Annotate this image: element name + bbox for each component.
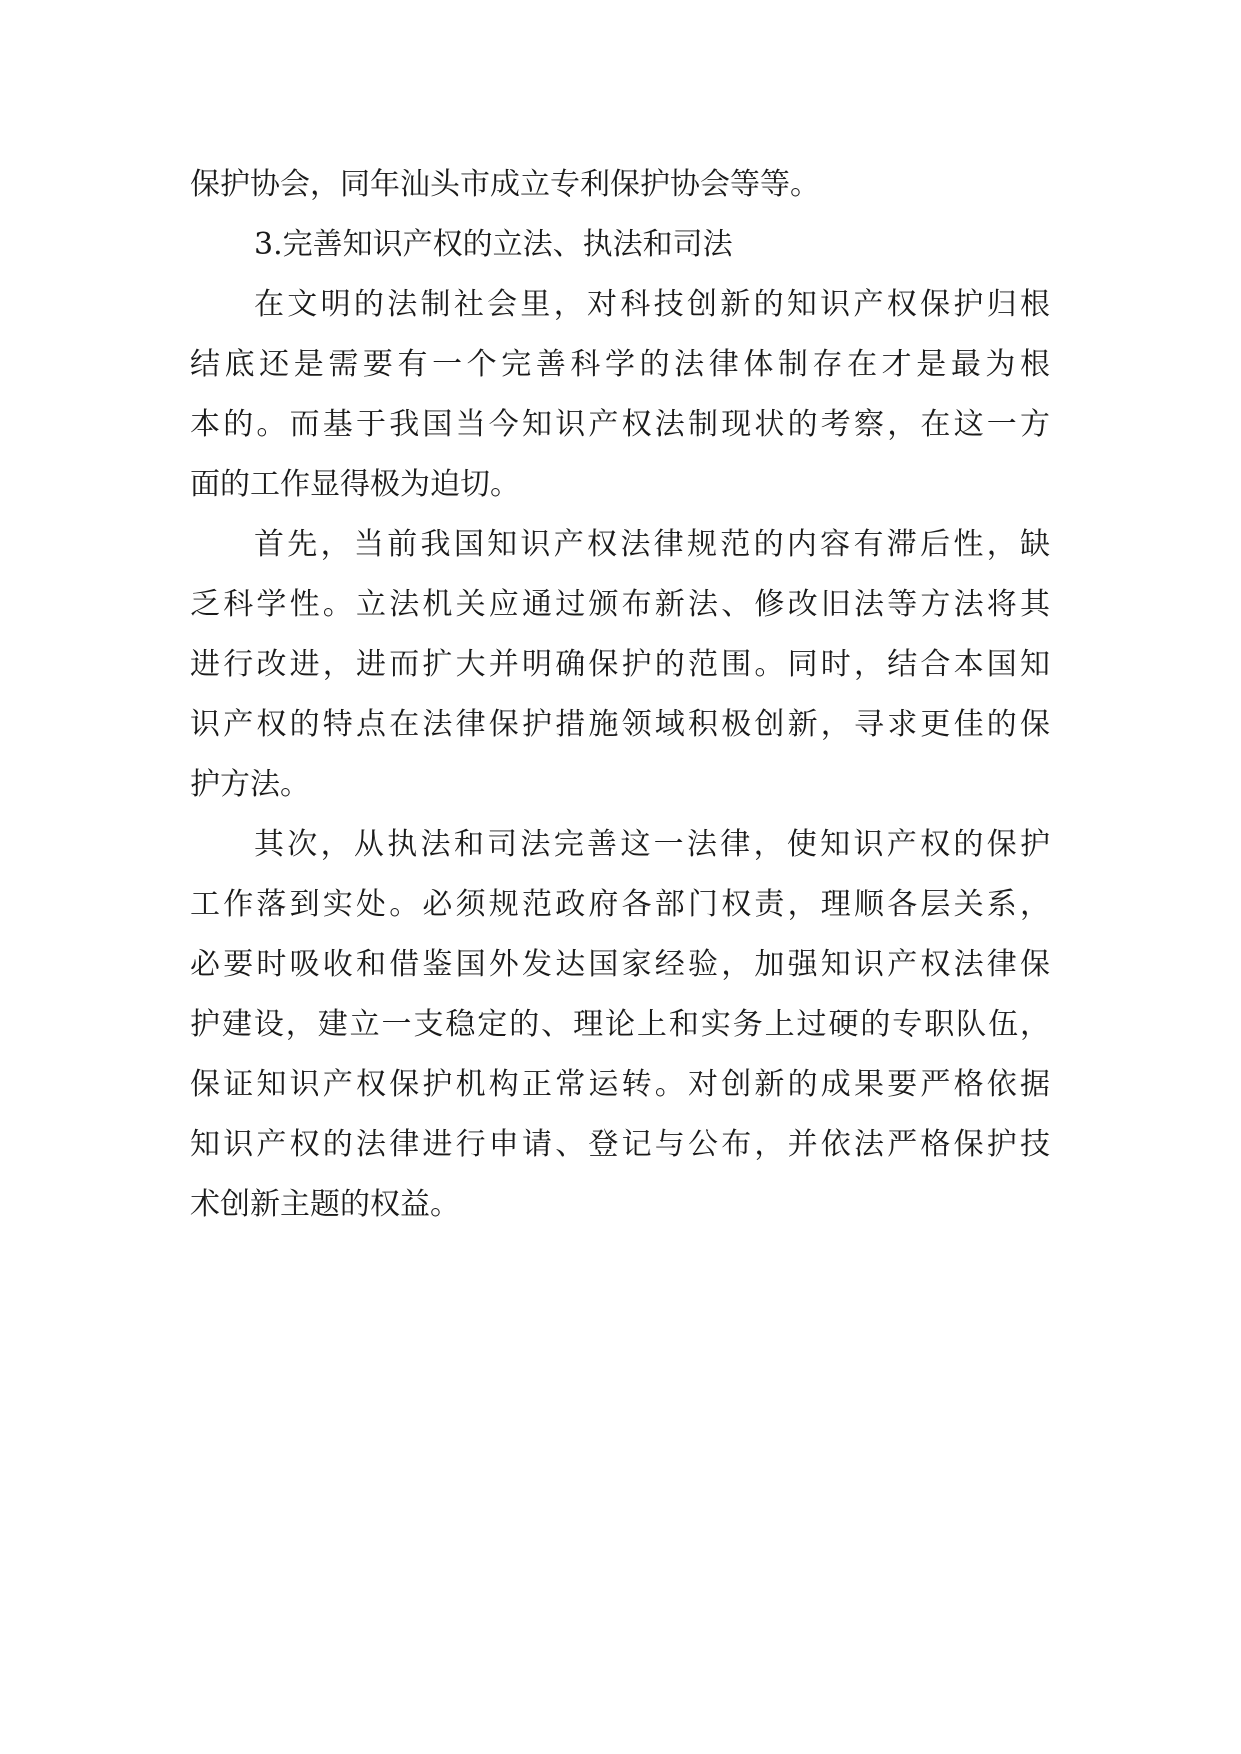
- text-line: 首先，当前我国知识产权法律规范的内容有滞后性，缺: [254, 527, 1050, 562]
- text-line: 保护协会，同年汕头市成立专利保护协会等等。: [190, 167, 820, 202]
- text-line: 面的工作显得极为迫切。: [190, 467, 520, 502]
- text-line: 护方法。: [190, 767, 310, 802]
- text-line: 乏科学性。立法机关应通过颁布新法、修改旧法等方法将其: [190, 587, 1050, 622]
- text-line: 在文明的法制社会里，对科技创新的知识产权保护归根: [254, 287, 1050, 322]
- section-heading: 3.完善知识产权的立法、执法和司法: [254, 227, 733, 262]
- text-line: 结底还是需要有一个完善科学的法律体制存在才是最为根: [190, 347, 1050, 382]
- text-line: 知识产权的法律进行申请、登记与公布，并依法严格保护技: [190, 1127, 1050, 1162]
- text-line: 术创新主题的权益。: [190, 1187, 460, 1222]
- text-line: 必要时吸收和借鉴国外发达国家经验，加强知识产权法律保: [190, 947, 1050, 982]
- text-line: 保证知识产权保护机构正常运转。对创新的成果要严格依据: [190, 1067, 1050, 1102]
- text-line: 工作落到实处。必须规范政府各部门权责，理顺各层关系，: [190, 887, 1050, 922]
- text-line: 护建设，建立一支稳定的、理论上和实务上过硬的专职队伍，: [190, 1007, 1050, 1042]
- text-line: 其次，从执法和司法完善这一法律，使知识产权的保护: [254, 827, 1050, 862]
- text-line: 进行改进，进而扩大并明确保护的范围。同时，结合本国知: [190, 647, 1050, 682]
- text-line: 本的。而基于我国当今知识产权法制现状的考察，在这一方: [190, 407, 1050, 442]
- text-line: 识产权的特点在法律保护措施领域积极创新，寻求更佳的保: [190, 707, 1050, 742]
